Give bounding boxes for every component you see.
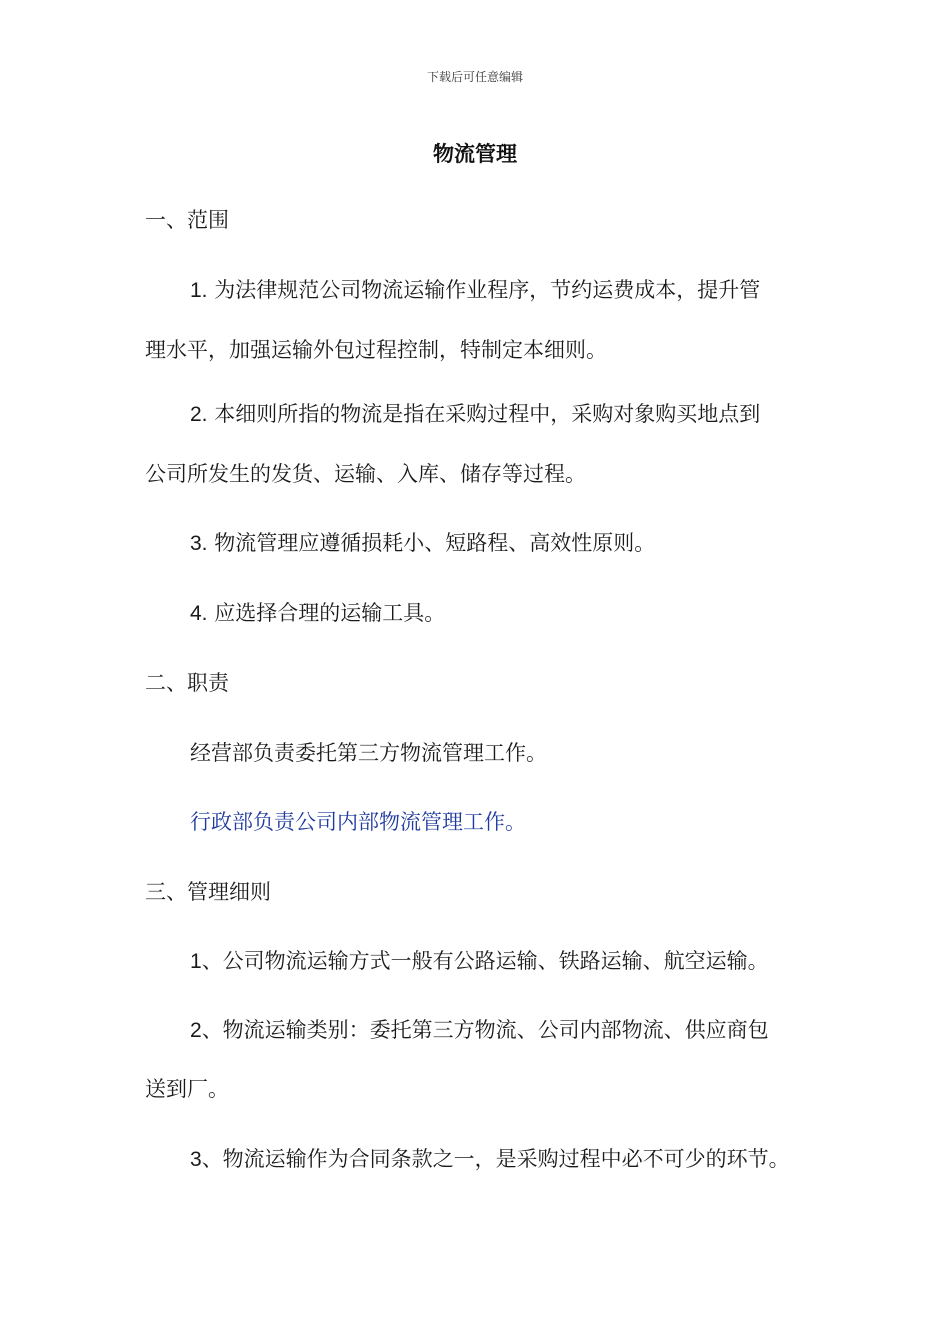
- section-heading-responsibilities: 二、职责: [145, 671, 229, 695]
- rules-item-3-line-1: [190, 1145, 790, 1174]
- rules-item-3-number: 3: [190, 1148, 202, 1171]
- scope-item-2-line-2: 公司所发生的发货、运输、入库、储存等过程。: [145, 462, 586, 486]
- scope-item-3-line-1: [190, 529, 655, 558]
- scope-item-2-line-1: [190, 400, 760, 429]
- rules-item-1-number: 1: [190, 950, 202, 973]
- rules-item-2-line-2: 送到厂。: [145, 1077, 229, 1101]
- responsibility-line-2: 行政部负责公司内部物流管理工作。: [190, 810, 526, 834]
- scope-item-1-line-1: [190, 276, 760, 305]
- rules-item-2-number: 2: [190, 1019, 202, 1042]
- scope-item-2-number: 2.: [190, 403, 208, 426]
- rules-item-1-text: 、公司物流运输方式一般有公路运输、铁路运输、航空运输。: [201, 949, 769, 973]
- rules-item-2-text: 、物流运输类别：委托第三方物流、公司内部物流、供应商包: [201, 1018, 769, 1042]
- document-title: 物流管理: [433, 141, 517, 166]
- scope-item-4-number: 4.: [190, 602, 208, 625]
- section-heading-management-rules: 三、管理细则: [145, 880, 271, 904]
- section-heading-scope: 一、范围: [145, 208, 229, 232]
- scope-item-4-line-1: [190, 599, 445, 628]
- scope-item-2-text: 本细则所指的物流是指在采购过程中，采购对象购买地点到: [214, 402, 761, 426]
- page-header-note: 下载后可任意编辑: [426, 70, 523, 84]
- rules-item-2-line-1: [190, 1016, 769, 1045]
- scope-item-1-line-2: 理水平，加强运输外包过程控制，特制定本细则。: [145, 338, 607, 362]
- scope-item-1-number: 1.: [190, 279, 208, 302]
- rules-item-3-text: 、物流运输作为合同条款之一，是采购过程中必不可少的环节。: [201, 1147, 790, 1171]
- rules-item-1-line-1: [190, 947, 769, 976]
- scope-item-4-text: 应选择合理的运输工具。: [214, 601, 446, 625]
- scope-item-1-text: 为法律规范公司物流运输作业程序，节约运费成本，提升管: [214, 278, 761, 302]
- scope-item-3-text: 物流管理应遵循损耗小、短路程、高效性原则。: [214, 531, 656, 555]
- scope-item-3-number: 3.: [190, 532, 208, 555]
- responsibility-line-1: 经营部负责委托第三方物流管理工作。: [190, 741, 547, 765]
